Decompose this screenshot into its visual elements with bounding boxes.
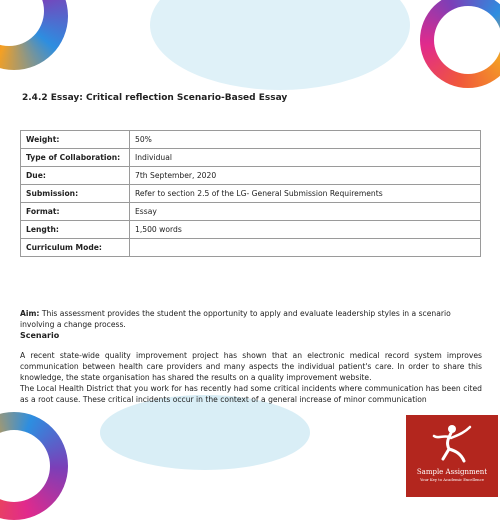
row-label: Submission: xyxy=(21,185,130,203)
scenario-paragraph: A recent state-wide quality improvement project has shown that an electronic medical record system improves communication between health care providers and many aspects the individual patient's care. In order to share this knowledge, the state organisation has shared the results on a quality improvement website. xyxy=(20,351,482,382)
decorative-ring xyxy=(0,412,68,520)
row-label: Length: xyxy=(21,221,130,239)
table-row xyxy=(21,239,481,257)
row-value: Essay xyxy=(130,203,481,221)
decorative-ring xyxy=(420,0,500,88)
scenario-body xyxy=(20,350,482,405)
assessment-info-table xyxy=(20,130,481,257)
row-value: 1,500 words xyxy=(130,221,481,239)
row-value xyxy=(130,239,481,257)
row-label: Due: xyxy=(21,167,130,185)
background-blob xyxy=(100,395,310,470)
row-label: Format: xyxy=(21,203,130,221)
sample-assignment-logo xyxy=(406,415,498,497)
row-value: 50% xyxy=(130,131,481,149)
section-heading: 2.4.2 Essay: Critical reflection Scenario-Based Essay xyxy=(22,93,288,103)
table-row xyxy=(21,167,481,185)
row-value: Refer to section 2.5 of the LG- General Submission Requirements xyxy=(130,185,481,203)
table-row xyxy=(21,149,481,167)
row-label: Curriculum Mode: xyxy=(21,239,130,257)
row-value: Individual xyxy=(130,149,481,167)
table-row xyxy=(21,203,481,221)
aim-label: Aim: xyxy=(20,309,40,318)
scenario-paragraph: The Local Health District that you work for has recently had some critical incidents where communication has been cited as a root cause. These critical incidents occur in the context of a general increase of minor communication xyxy=(20,384,482,404)
aim-text: This assessment provides the student the opportunity to apply and evaluate leadership styles in a scenario involving a change process. xyxy=(20,309,451,329)
row-label: Type of Collaboration: xyxy=(21,149,130,167)
logo-name: Sample Assignment xyxy=(416,468,488,476)
aim-paragraph xyxy=(20,308,482,330)
table-row xyxy=(21,221,481,239)
table-row xyxy=(21,131,481,149)
table-row xyxy=(21,185,481,203)
decorative-ring xyxy=(0,0,68,70)
background-blob xyxy=(150,0,410,90)
logo-tagline: Your Key to Academic Excellence xyxy=(419,477,485,482)
dancer-figure-icon xyxy=(430,421,474,465)
row-label: Weight: xyxy=(21,131,130,149)
row-value: 7th September, 2020 xyxy=(130,167,481,185)
scenario-heading: Scenario xyxy=(20,331,60,340)
